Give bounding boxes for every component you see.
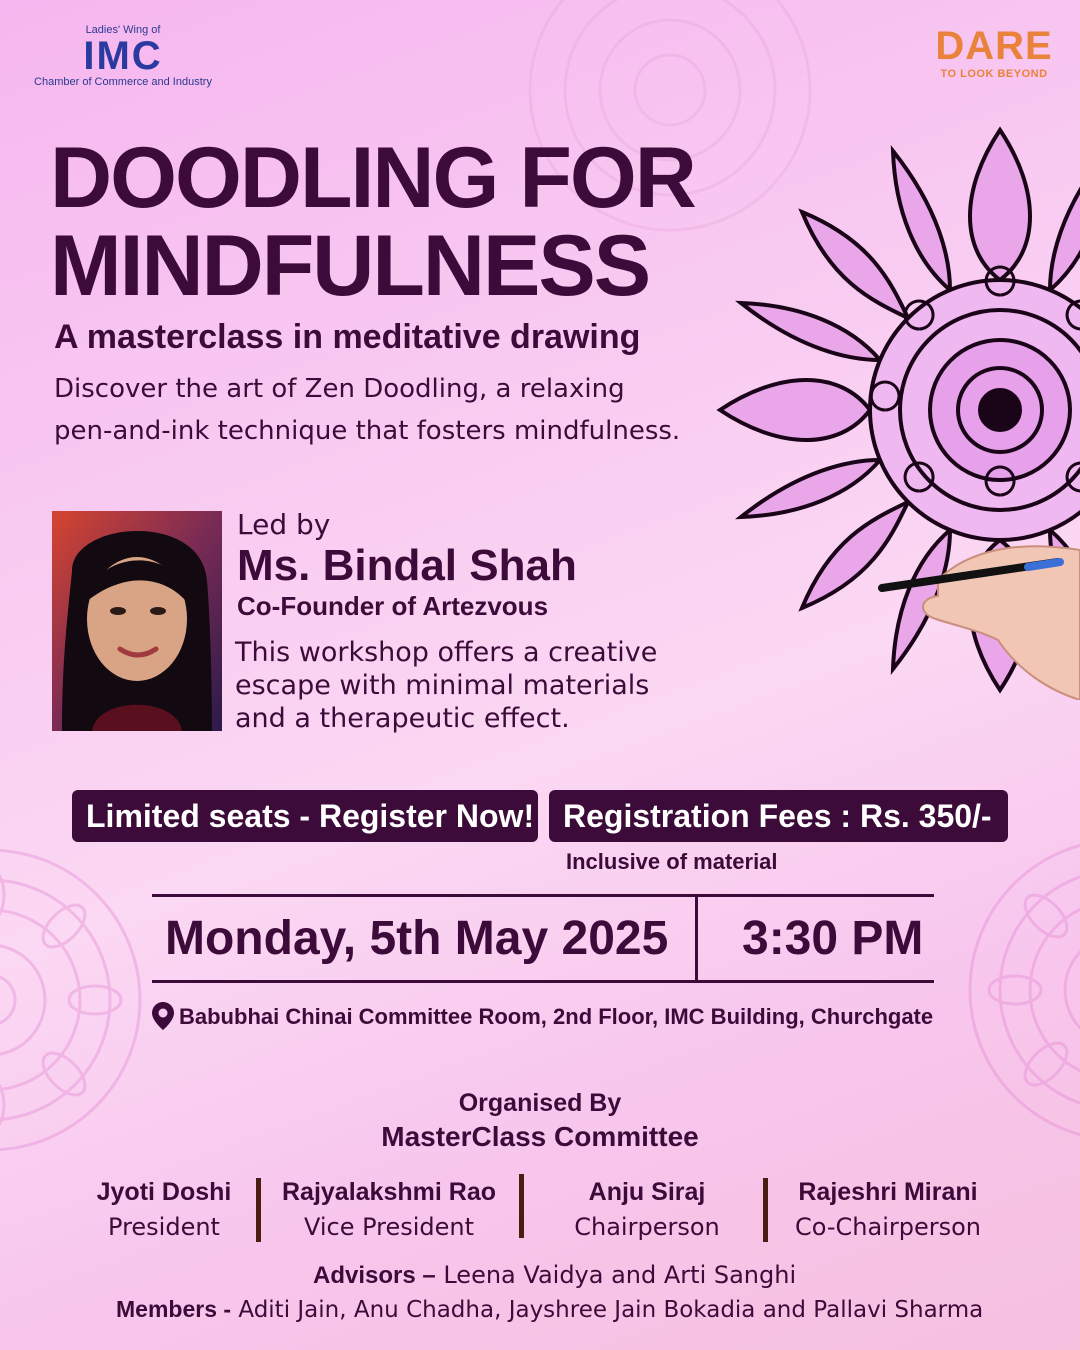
event-venue: Babubhai Chinai Committee Room, 2nd Floor, IMC Building, Churchgate	[179, 1004, 934, 1029]
imc-tagline-top: Ladies' Wing of	[85, 24, 161, 36]
committee-member-name: Rajeshri Mirani	[798, 1178, 978, 1206]
description-line-1: Discover the art of Zen Doodling, a relaxing	[54, 374, 625, 404]
leader-role: Co-Founder of Artezvous	[237, 591, 549, 621]
date-time-bottom-rule	[152, 980, 934, 983]
dare-logo	[930, 24, 1058, 80]
committee-member-name: Rajyalakshmi Rao	[282, 1178, 496, 1206]
members-line	[116, 1296, 983, 1323]
register-now-button[interactable]: Limited seats - Register Now!	[72, 790, 538, 842]
advisors-line	[313, 1261, 796, 1290]
workshop-line-3: and a therapeutic effect.	[235, 703, 570, 734]
background-mandala-right	[960, 830, 1080, 1150]
advisors-names: Leena Vaidya and Arti Sanghi	[443, 1261, 797, 1289]
event-time: 3:30 PM	[742, 912, 924, 965]
location-pin-icon	[152, 1002, 174, 1030]
event-date: Monday, 5th May 2025	[165, 912, 669, 965]
workshop-description	[235, 636, 695, 735]
committee-member-role: Vice President	[303, 1213, 475, 1241]
date-time-divider	[695, 894, 698, 983]
committee-member	[267, 1178, 511, 1241]
description-line-2: pen-and-ink technique that fosters mindfulness.	[54, 416, 681, 446]
dare-name: DARE	[935, 24, 1053, 68]
committee-member-role: President	[108, 1213, 220, 1241]
registration-fees-badge: Registration Fees : Rs. 350/-	[549, 790, 1008, 842]
page-title	[50, 130, 730, 314]
committee-member-role: Co-Chairperson	[794, 1213, 982, 1241]
committee-divider	[256, 1178, 261, 1242]
date-time-top-rule	[152, 894, 934, 897]
title-line-1: DOODLING FOR	[50, 130, 695, 226]
advisors-label: Advisors –	[313, 1262, 436, 1289]
subtitle: A masterclass in meditative drawing	[54, 318, 641, 356]
hand-with-pen-illustration	[878, 540, 1080, 700]
imc-name: IMC	[83, 34, 163, 78]
description	[54, 368, 734, 452]
committee-member	[768, 1178, 1008, 1241]
title-line-2: MINDFULNESS	[50, 218, 650, 314]
members-names: Aditi Jain, Anu Chadha, Jayshree Jain Bokadia and Pallavi Sharma	[238, 1297, 984, 1323]
committee-member	[44, 1178, 284, 1241]
committee-member-role: Chairperson	[574, 1213, 720, 1241]
committee-member	[527, 1178, 767, 1241]
imc-tagline-bottom: Chamber of Commerce and Industry	[34, 76, 212, 88]
led-by-label: Led by	[237, 508, 331, 541]
leader-photo	[52, 511, 222, 731]
workshop-line-2: escape with minimal materials	[235, 670, 650, 701]
fees-note: Inclusive of material	[566, 849, 778, 874]
committee-member-name: Jyoti Doshi	[96, 1178, 232, 1206]
members-label: Members -	[116, 1296, 232, 1322]
committee-divider	[519, 1174, 524, 1238]
organised-by-label: Organised By	[458, 1089, 622, 1117]
organiser-name: MasterClass Committee	[381, 1121, 699, 1152]
leader-name: Ms. Bindal Shah	[237, 541, 577, 590]
background-mandala-left	[0, 840, 150, 1160]
committee-member-name: Anju Siraj	[588, 1178, 706, 1206]
workshop-line-1: This workshop offers a creative	[235, 637, 658, 668]
imc-logo	[28, 24, 218, 88]
dare-tagline: TO LOOK BEYOND	[940, 68, 1048, 80]
